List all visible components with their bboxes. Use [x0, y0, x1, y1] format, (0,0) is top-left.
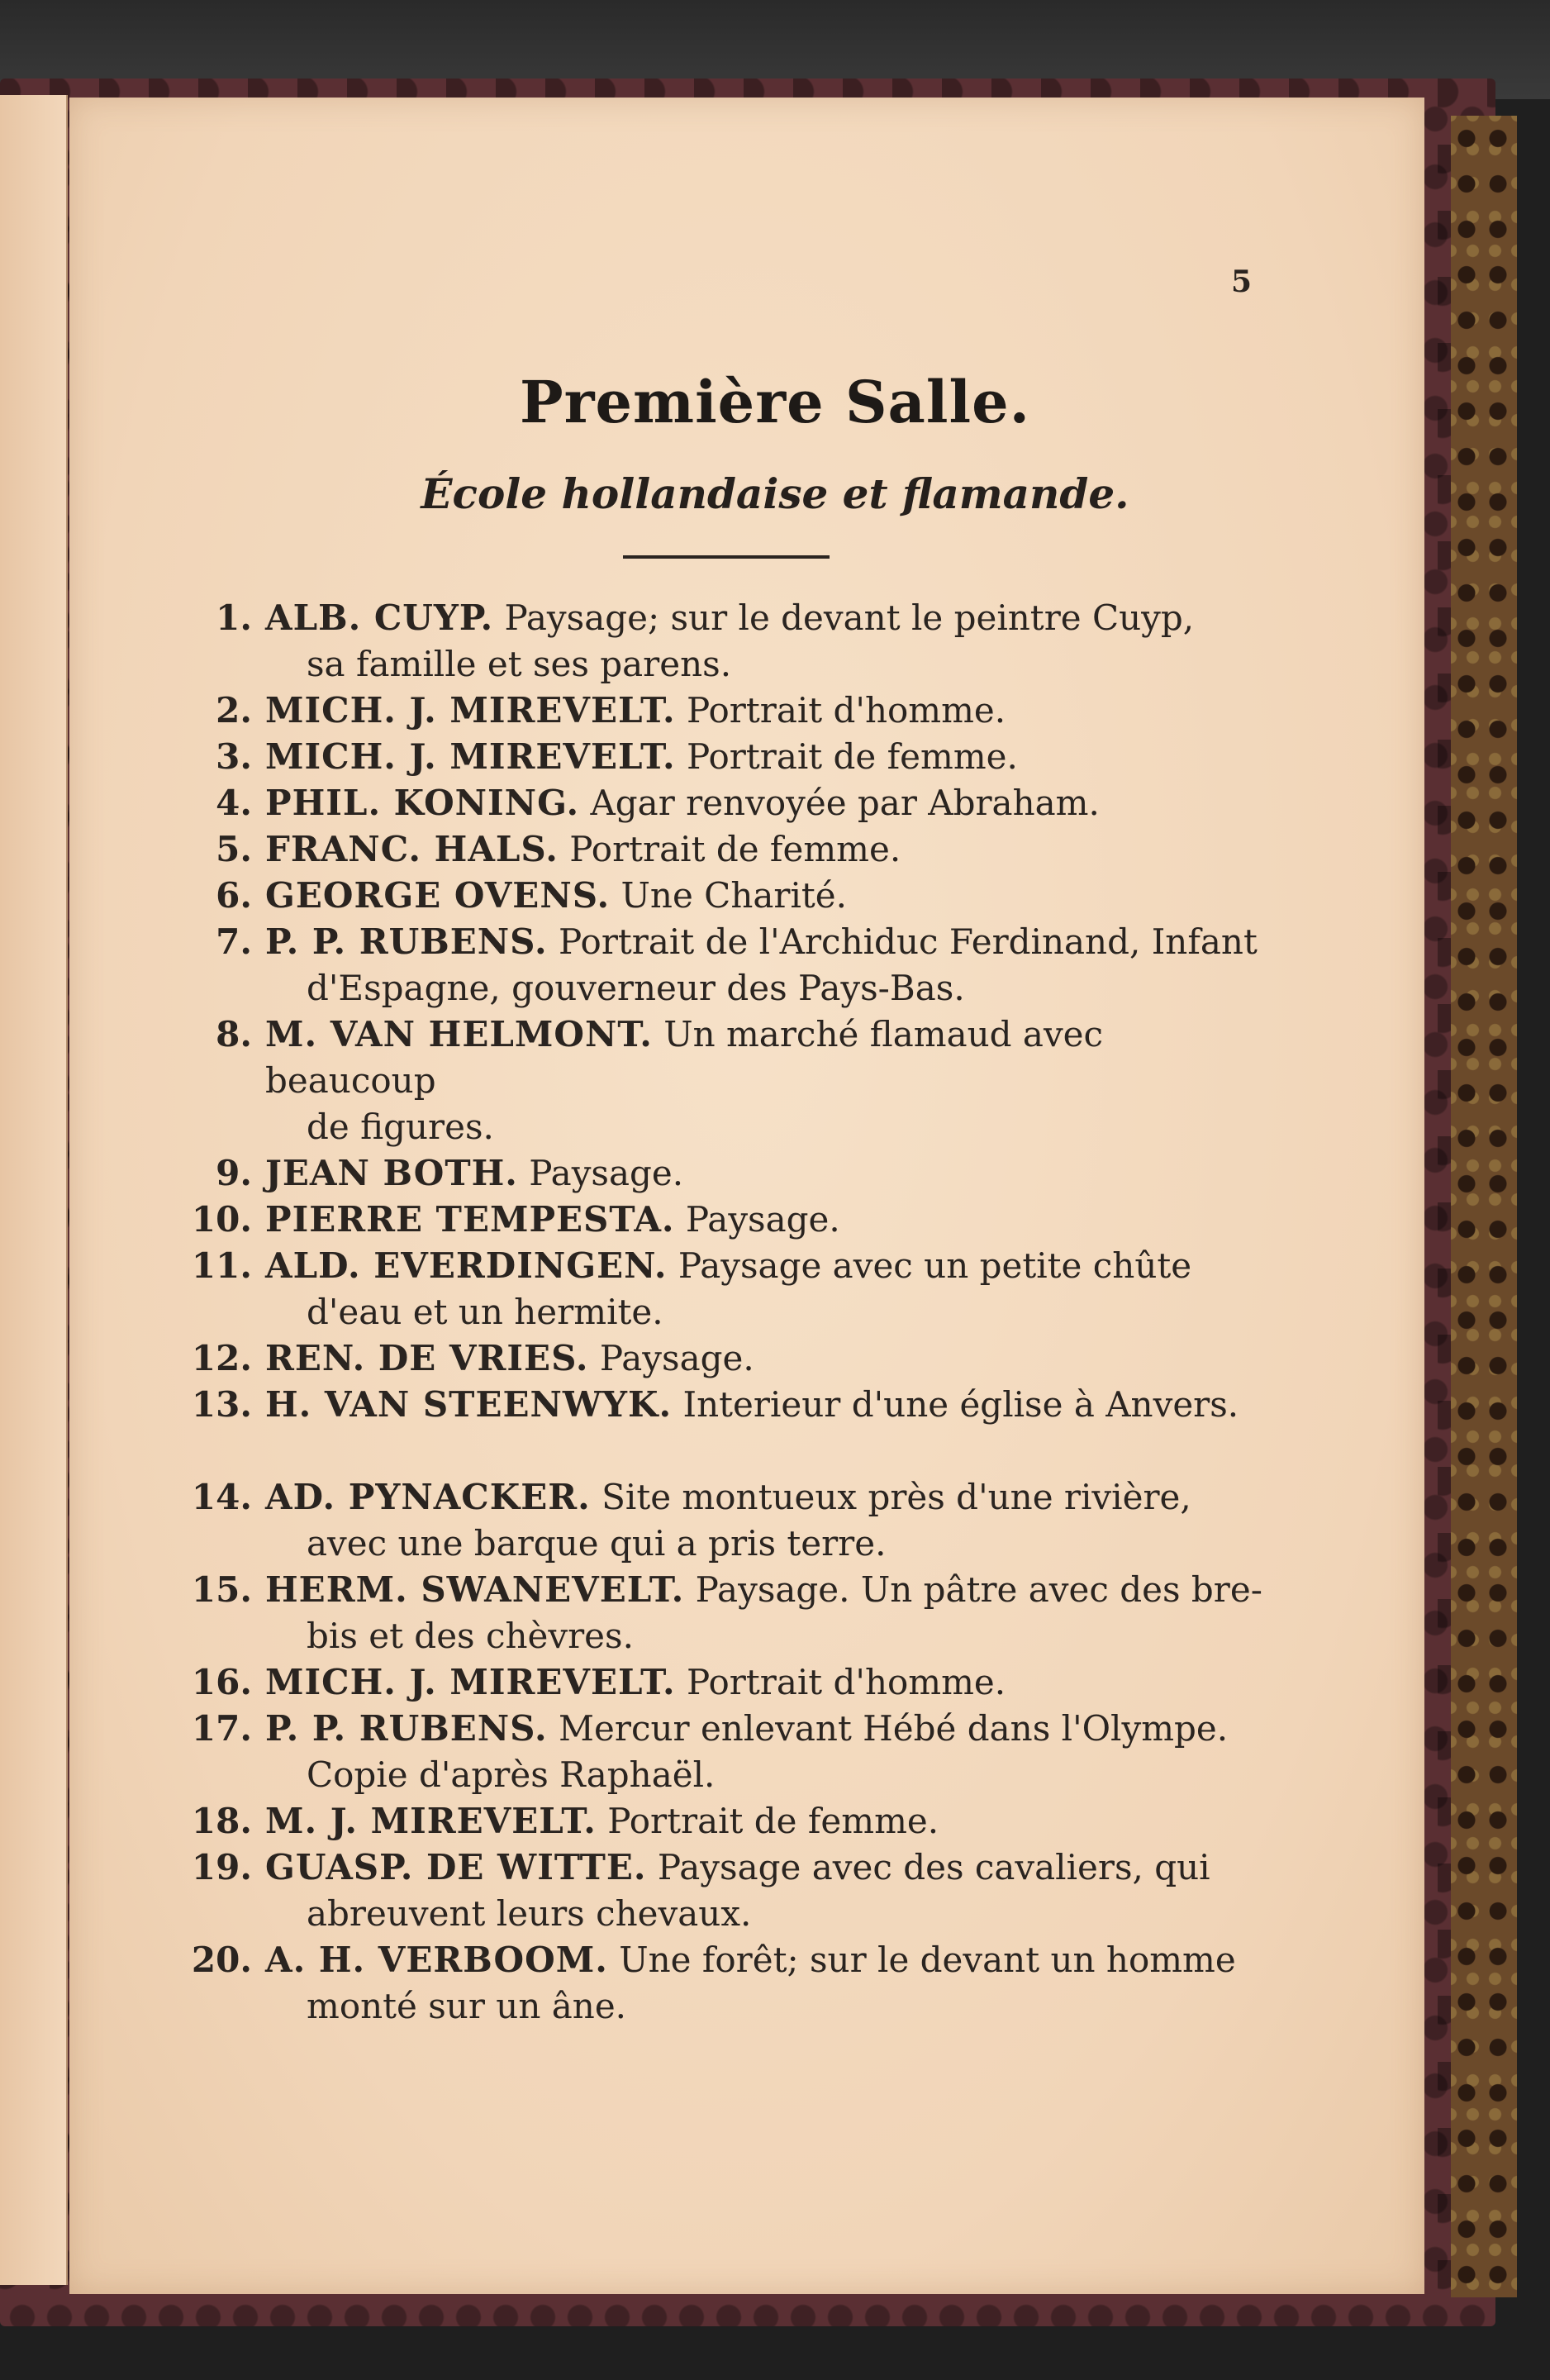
artist-name: A. H. VERBOOM.: [265, 1940, 608, 1980]
entry-description: Une Charité.: [620, 875, 848, 916]
artist-name: MICH. J. MIREVELT.: [265, 736, 676, 777]
entry-number: 2.: [216, 690, 252, 731]
artist-name: P. P. RUBENS.: [265, 921, 548, 962]
catalogue-entry: [186, 1474, 1268, 1567]
catalogue-entry: [186, 1011, 1268, 1150]
entry-number: 14.: [191, 1477, 252, 1517]
artist-name: GEORGE OVENS.: [265, 875, 611, 916]
catalogue-entry: [186, 873, 1268, 919]
entry-description: Agar renvoyée par Abraham.: [590, 783, 1100, 823]
artist-name: FRANC. HALS.: [265, 829, 559, 869]
artist-name: PIERRE TEMPESTA.: [265, 1199, 675, 1240]
entry-number: 11.: [191, 1245, 252, 1286]
entry-description: Portrait de femme.: [607, 1801, 939, 1841]
entry-number: 9.: [216, 1153, 252, 1193]
entry-number: 6.: [216, 875, 252, 916]
catalogue-entry: [186, 1567, 1268, 1659]
entry-description: Paysage avec des cavaliers, qui: [657, 1847, 1210, 1887]
entry-number: 20.: [191, 1940, 252, 1980]
entry-description: Portrait de femme.: [686, 736, 1018, 777]
entry-description: Paysage.: [685, 1199, 840, 1240]
entry-number: 12.: [191, 1338, 252, 1378]
entry-description: Interieur d'une église à Anvers.: [682, 1384, 1239, 1425]
entry-number: 19.: [191, 1847, 252, 1887]
entry-description: Un marché flamaud avec beaucoup: [265, 1014, 1104, 1101]
catalogue-entry: [186, 1844, 1268, 1937]
entry-description: Portrait d'homme.: [686, 690, 1006, 731]
catalogue-entry: [186, 780, 1268, 826]
catalogue-list: [186, 595, 1268, 2030]
divider-rule: [623, 555, 830, 559]
entry-number: 18.: [191, 1801, 252, 1841]
entry-number: 10.: [191, 1199, 252, 1240]
entry-description-continued: d'Espagne, gouverneur des Pays-Bas.: [307, 968, 965, 1008]
catalogue-entry: [186, 1243, 1268, 1335]
catalogue-entry: [186, 826, 1268, 873]
entry-description-continued: monté sur un âne.: [307, 1986, 627, 2026]
entry-description: Mercur enlevant Hébé dans l'Olympe.: [559, 1708, 1229, 1749]
entry-description: Site montueux près d'une rivière,: [601, 1477, 1191, 1517]
entry-number: 5.: [216, 829, 252, 869]
catalogue-entry: [186, 1197, 1268, 1243]
catalogue-entry: [186, 1335, 1268, 1382]
entry-description: Paysage; sur le devant le peintre Cuyp,: [504, 597, 1195, 638]
page-number: 5: [1231, 264, 1253, 299]
catalogue-entry: [186, 1937, 1268, 2030]
entry-description: Paysage.: [529, 1153, 684, 1193]
entry-description-continued: bis et des chèvres.: [307, 1616, 634, 1656]
page-title: Première Salle.: [519, 368, 1031, 436]
catalogue-entry: [186, 1706, 1268, 1798]
artist-name: HERM. SWANEVELT.: [265, 1569, 685, 1610]
entry-number: 4.: [216, 783, 252, 823]
entry-number: 1.: [216, 597, 252, 638]
artist-name: REN. DE VRIES.: [265, 1338, 589, 1378]
entry-number: 16.: [191, 1662, 252, 1702]
entry-description-continued: Copie d'après Raphaël.: [307, 1754, 716, 1795]
entry-number: 3.: [216, 736, 252, 777]
artist-name: ALB. CUYP.: [265, 597, 494, 638]
artist-name: AD. PYNACKER.: [265, 1477, 591, 1517]
artist-name: GUASP. DE WITTE.: [265, 1847, 647, 1887]
entry-number: 15.: [191, 1569, 252, 1610]
entry-description: Portrait d'homme.: [686, 1662, 1006, 1702]
catalogue-entry: [186, 688, 1268, 734]
entry-description: Paysage avec un petite chûte: [678, 1245, 1192, 1286]
entry-description-continued: abreuvent leurs chevaux.: [307, 1893, 752, 1934]
entry-description-continued: de figures.: [307, 1107, 494, 1147]
artist-name: MICH. J. MIREVELT.: [265, 1662, 676, 1702]
artist-name: M. VAN HELMONT.: [265, 1014, 653, 1054]
artist-name: H. VAN STEENWYK.: [265, 1384, 673, 1425]
catalogue-entry: [186, 595, 1268, 688]
entry-description: Paysage.: [599, 1338, 754, 1378]
marbled-edge: [1451, 116, 1517, 2297]
entry-description-continued: d'eau et un hermite.: [307, 1292, 663, 1332]
entry-description: Portrait de l'Archiduc Ferdinand, Infant: [559, 921, 1258, 962]
entry-description: Une forêt; sur le devant un homme: [619, 1940, 1236, 1980]
catalogue-entry: [186, 1382, 1268, 1428]
entry-description-continued: avec une barque qui a pris terre.: [307, 1523, 887, 1564]
entry-description: Portrait de femme.: [569, 829, 901, 869]
catalogue-entry: [186, 1659, 1268, 1706]
entry-description-continued: sa famille et ses parens.: [307, 644, 732, 684]
entry-number: 13.: [191, 1384, 252, 1425]
artist-name: P. P. RUBENS.: [265, 1708, 548, 1749]
catalogue-entry: [186, 1798, 1268, 1844]
artist-name: ALD. EVERDINGEN.: [265, 1245, 668, 1286]
artist-name: PHIL. KONING.: [265, 783, 580, 823]
entry-description: Paysage. Un pâtre avec des bre-: [695, 1569, 1262, 1610]
catalogue-entry: [186, 1150, 1268, 1197]
artist-name: MICH. J. MIREVELT.: [265, 690, 676, 731]
catalogue-entry: [186, 734, 1268, 780]
artist-name: JEAN BOTH.: [265, 1153, 518, 1193]
entry-number: 8.: [216, 1014, 252, 1054]
page-subtitle: École hollandaise et flamande.: [421, 469, 1129, 518]
entry-number: 7.: [216, 921, 252, 962]
artist-name: M. J. MIREVELT.: [265, 1801, 597, 1841]
catalogue-entry: [186, 919, 1268, 1011]
entry-number: 17.: [191, 1708, 252, 1749]
